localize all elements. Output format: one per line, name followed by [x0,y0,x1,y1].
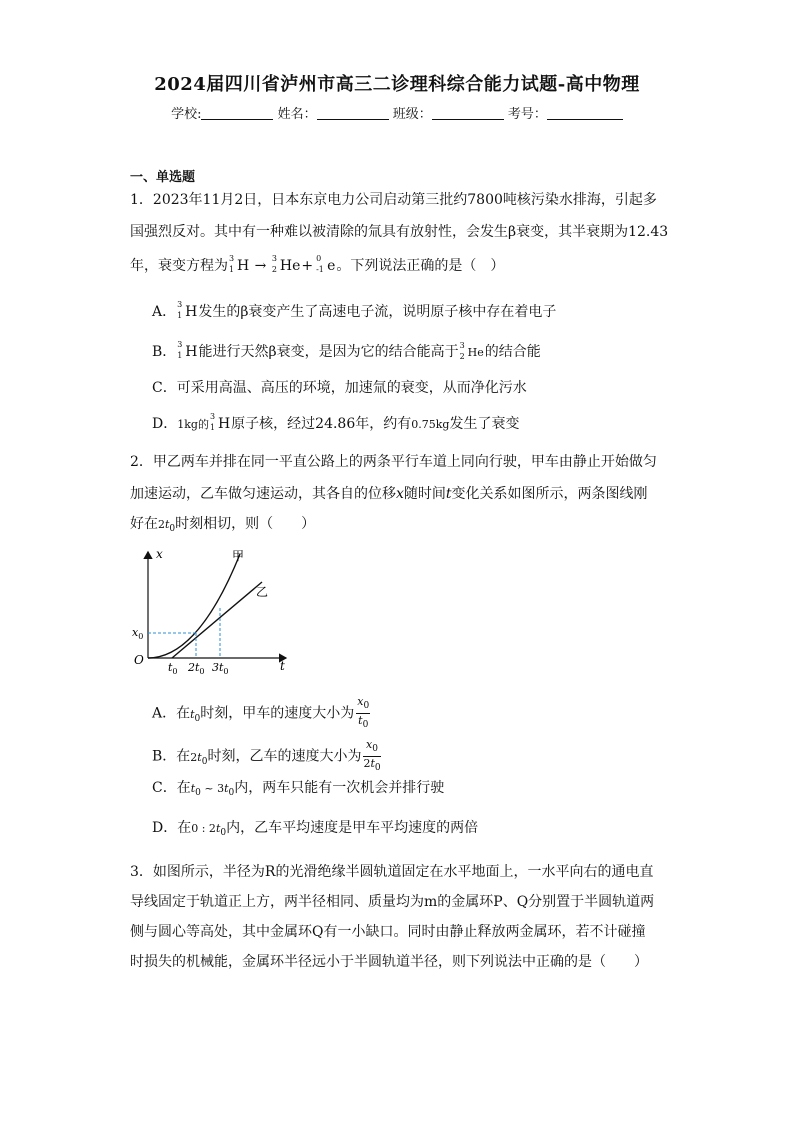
q1-option-b[interactable]: B． 3 1 H能进行天然β衰变，是因为它的结合能高于 3 2 He的结合能 [152,340,541,361]
q1-line-3-suffix: 。下列说法正确的是（ ） [336,258,505,274]
fraction-x0-over-2t0: $\frac{x_0}{2t_0}$ [363,738,381,774]
exam-number-blank [547,119,623,120]
name-label: 姓名： [277,107,317,122]
q1-option-a[interactable]: A． 3 1 H发生的β衰变产生了高速电子流，说明原子核中存在着电子 [152,300,557,320]
school-label: 学校: [171,107,202,122]
q1-line-3 [130,256,504,276]
x-tick-t0: $t_0$ [168,661,178,676]
q2-option-d[interactable]: D．在0 : $2t_0$内，乙车平均速度是甲车平均速度的两倍 [152,820,479,839]
q2-option-c[interactable]: C．在$t_0$ ~ $3t_0$内，两车只能有一次机会并排行驶 [152,780,445,799]
student-info-line [0,103,794,122]
q2-option-a[interactable]: A．在$t_0$时刻，甲车的速度大小为 $\frac{x_0}{t_0}$ [152,695,370,731]
q1-option-d[interactable]: D．1kg的 3 1 H原子核，经过24.86年，约有0.75kg发生了衰变 [152,412,520,432]
line-yi-label: 乙 [256,585,269,599]
exam-number-label: 考号： [507,107,547,122]
q1-option-a-text: 发生的β衰变产生了高速电子流，说明原子核中存在着电子 [198,304,557,320]
x-tick-3t0: $3t_0$ [212,661,229,676]
section-heading: 一、单选题 [130,170,196,185]
curve-jia-label: 甲 [232,549,245,563]
q1-line-1: 1．2023年11月2日，日本东京电力公司启动第三批约7800吨核污染水排海，引起多 [130,192,657,208]
x-axis-label: t [280,659,285,673]
q3-line-4: 时损失的机械能，金属环半径远小于半圆轨道半径，则下列说法中正确的是（ ） [130,954,648,970]
q1-option-c[interactable]: C．可采用高温、高压的环境，加速氚的衰变，从而净化污水 [152,380,527,396]
curve-jia [148,554,240,658]
page-title: 2024届四川省泸州市高三二诊理科综合能力试题-高中物理 [154,74,640,95]
q3-line-3: 侧与圆心等高处，其中金属环Q有一小缺口。同时由静止释放两金属环，若不计碰撞 [130,924,646,940]
q3-line-1: 3．如图所示，半径为R的光滑绝缘半圆轨道固定在水平地面上，一水平向右的通电直 [130,864,654,880]
name-blank [317,119,389,120]
q2-option-b[interactable]: B．在$2t_0$时刻，乙车的速度大小为 $\frac{x_0}{2t_0}$ [152,738,381,774]
q2-line-3: 好在$2t_0$时刻相切，则（ ） [130,516,316,535]
origin-label: O [134,653,144,667]
y-tick-x0: $x_0$ [132,626,144,641]
x-tick-2t0: $2t_0$ [188,661,205,676]
fraction-x0-over-t0: $\frac{x_0}{t_0}$ [357,695,370,731]
class-blank [432,119,504,120]
q1-line-2: 国强烈反对。其中有一种难以被清除的氚具有放射性，会发生β衰变，其半衰期为12.43 [130,224,669,240]
q1-option-b-tail: 的结合能 [484,344,541,360]
decay-equation: 3 1 H → 3 2 He+ 0 -1 e [229,254,336,274]
q2-xt-graph [128,544,298,676]
q1-line-3-prefix: 年，衰变方程为 [130,258,228,274]
q2-line-1: 2．甲乙两车并排在同一平直公路上的两条平行车道上同向行驶，甲车由静止开始做匀 [130,454,657,470]
school-blank [201,119,273,120]
class-label: 班级： [392,107,432,122]
q2-line-2: 加速运动，乙车做匀速运动，其各自的位移x随时间t变化关系如图所示，两条图线刚 [130,486,648,502]
q1-option-b-text: 能进行天然β衰变，是因为它的结合能高于 [198,344,459,360]
q3-line-2: 导线固定于轨道正上方，两半径相同、质量均为m的金属环P、Q分别置于半圆轨道两 [130,894,655,910]
line-yi [172,582,262,658]
y-axis-label: x [156,547,163,561]
